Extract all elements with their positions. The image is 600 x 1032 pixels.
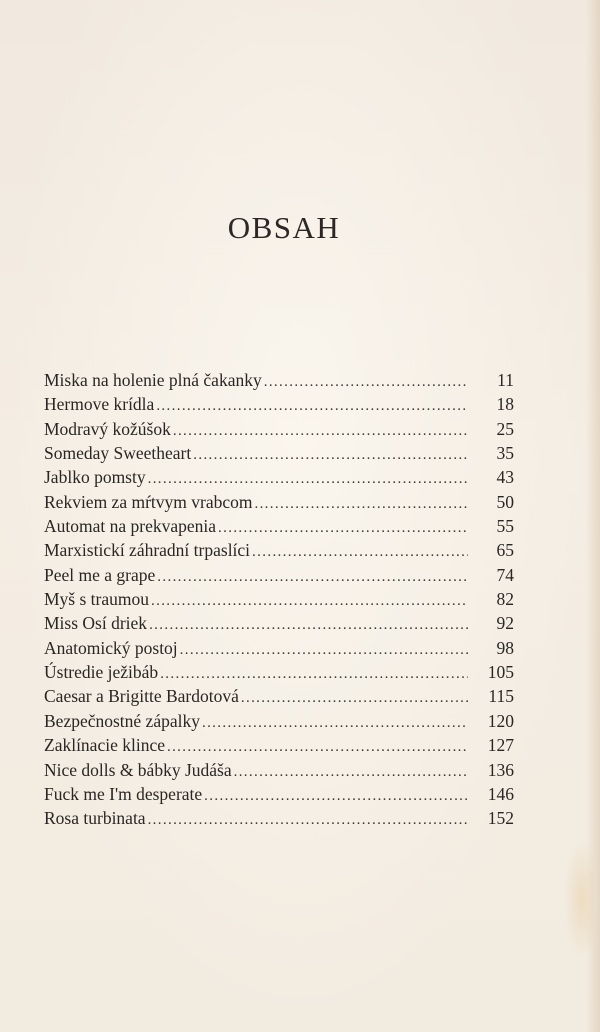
toc-entry [44, 392, 514, 416]
paper-stain [564, 840, 594, 960]
toc-entry-title: Jablko pomsty [44, 467, 146, 488]
toc-entry [44, 636, 514, 660]
dot-leader [160, 662, 468, 686]
toc-entry-page: 35 [496, 443, 514, 464]
toc-entry-title: Rosa turbinata [44, 808, 146, 829]
toc-entry-title: Rekviem za mŕtvym vrabcom [44, 491, 253, 512]
toc-entry-title: Fuck me I'm desperate [44, 783, 203, 804]
toc-entry-title: Automat na prekvapenia [44, 516, 217, 537]
dot-leader [241, 686, 468, 710]
toc-entry-title: Miss Osí driek [44, 613, 148, 634]
toc-entry-title: Modravý kožúšok [44, 418, 171, 439]
toc-entry-title: Caesar a Brigitte Bardotová [44, 686, 239, 707]
dot-leader [254, 492, 468, 516]
toc-entry-title: Zaklínacie klince [44, 735, 165, 756]
toc-entry [44, 684, 514, 708]
toc-entry-title: Ústredie ježibáb [44, 662, 159, 683]
dot-leader [173, 419, 468, 443]
dot-leader [156, 394, 468, 418]
toc-entry-title: Miska na holenie plná čakanky [44, 370, 262, 390]
toc-entry-page: 11 [497, 370, 514, 390]
toc-entry-title: Marxistickí záhradní trpaslíci [44, 540, 251, 561]
toc-entry [44, 587, 514, 611]
toc-entry-title: Myš s traumou [44, 589, 149, 610]
toc-entry [44, 611, 514, 635]
toc-entry [44, 514, 514, 538]
table-of-contents [44, 368, 514, 831]
dot-leader [264, 370, 468, 394]
toc-entry-page: 65 [496, 540, 514, 561]
dot-leader [148, 808, 468, 832]
toc-entry [44, 660, 514, 684]
toc-entry-page: 146 [487, 783, 514, 804]
toc-entry [44, 417, 514, 441]
dot-leader [148, 467, 468, 491]
toc-entry [44, 782, 514, 806]
toc-entry-page: 25 [496, 418, 514, 439]
toc-entry-page: 120 [487, 710, 514, 731]
toc-entry-title: Nice dolls & bábky Judáša [44, 759, 232, 780]
toc-entry [44, 368, 514, 392]
toc-entry-page: 92 [496, 613, 514, 634]
toc-entry-page: 82 [496, 589, 514, 610]
toc-entry-page: 105 [487, 662, 514, 683]
toc-entry [44, 709, 514, 733]
dot-leader [218, 516, 468, 540]
dot-leader [149, 613, 468, 637]
toc-entry [44, 806, 514, 830]
dot-leader [180, 638, 468, 662]
dot-leader [193, 443, 468, 467]
toc-entry [44, 441, 514, 465]
toc-entry [44, 563, 514, 587]
dot-leader [252, 540, 468, 564]
dot-leader [151, 589, 468, 613]
toc-entry-page: 43 [496, 467, 514, 488]
toc-entry [44, 758, 514, 782]
dot-leader [167, 735, 468, 759]
toc-entry-page: 98 [496, 637, 514, 658]
toc-entry [44, 538, 514, 562]
toc-entry-page: 152 [487, 808, 514, 829]
toc-entry-page: 74 [496, 564, 514, 585]
toc-entry-title: Anatomický postoj [44, 637, 178, 658]
toc-entry-page: 115 [488, 686, 514, 707]
toc-entry [44, 733, 514, 757]
toc-entry [44, 490, 514, 514]
toc-entry-page: 18 [496, 394, 514, 415]
toc-entry-title: Bezpečnostné zápalky [44, 710, 200, 731]
toc-entry-title: Hermove krídla [44, 394, 155, 415]
toc-entry-page: 50 [496, 491, 514, 512]
page-title: OBSAH [227, 210, 341, 245]
toc-entry-title: Someday Sweetheart [44, 443, 192, 464]
toc-entry-page: 55 [496, 516, 514, 537]
toc-entry-page: 127 [487, 735, 514, 756]
toc-entry-page: 136 [487, 759, 514, 780]
toc-entry-title: Peel me a grape [44, 564, 156, 585]
toc-entry [44, 465, 514, 489]
dot-leader [204, 784, 468, 808]
dot-leader [202, 711, 468, 735]
dot-leader [234, 760, 468, 784]
dot-leader [157, 565, 468, 589]
